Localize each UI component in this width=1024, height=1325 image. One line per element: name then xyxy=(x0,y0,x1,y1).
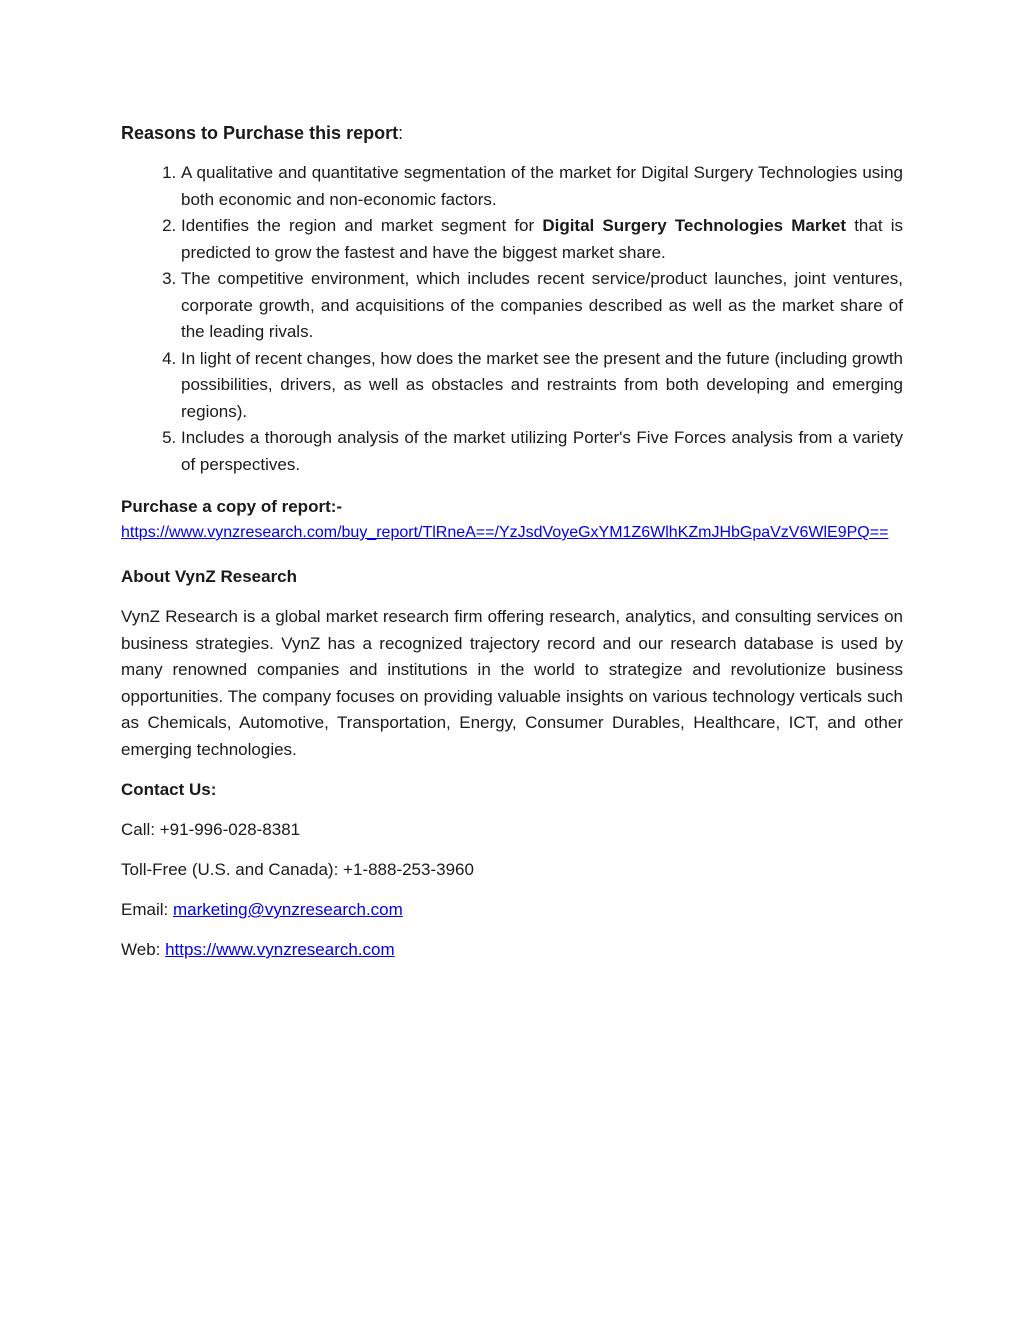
document-page xyxy=(121,120,903,963)
reason-text-before: Identifies the region and market segment for xyxy=(181,216,543,235)
purchase-label: Purchase a copy of report:- xyxy=(121,497,343,516)
email-label: Email: xyxy=(121,900,173,919)
reason-text: Includes a thorough analysis of the market utilizing Porter's Five Forces analysis from a variety of perspectives. xyxy=(181,428,903,474)
reason-item-5 xyxy=(181,425,903,478)
reason-text: The competitive environment, which includes recent service/product launches, joint ventures, corporate growth, and acquisitions of the companies described as well as the market share of the leading rivals. xyxy=(181,269,903,341)
email-link[interactable]: marketing@vynzresearch.com xyxy=(172,900,403,919)
reason-text-after: that is predicted to grow the fastest and have the biggest market share. xyxy=(181,216,903,262)
contact-call: Call: +91-996-028-8381 xyxy=(121,820,301,839)
contact-tollfree: Toll-Free (U.S. and Canada): +1-888-253-3960 xyxy=(121,860,474,879)
reasons-title-colon: : xyxy=(398,123,404,143)
reason-text: A qualitative and quantitative segmentation of the market for Digital Surgery Technologies using both economic and non-economic factors. xyxy=(181,163,903,209)
contact-web-line xyxy=(121,937,903,963)
about-heading: About VynZ Research xyxy=(121,567,298,586)
contact-email-line xyxy=(121,897,903,923)
reason-item-3 xyxy=(181,266,903,346)
purchase-section xyxy=(121,494,903,546)
purchase-report-link[interactable]: https://www.vynzresearch.com/buy_report/TlRneA==/YzJsdVoyeGxYM1Z6WlhKZmJHbGpaVzV6WlE9PQ== xyxy=(121,524,889,541)
reason-item-2 xyxy=(181,213,903,266)
reason-item-1 xyxy=(181,160,903,213)
contact-heading: Contact Us: xyxy=(121,780,217,799)
web-label: Web: xyxy=(121,940,166,959)
reasons-list xyxy=(121,160,903,478)
reason-item-4 xyxy=(181,346,903,426)
website-link[interactable]: https://www.vynzresearch.com xyxy=(165,940,395,959)
reason-text-bold: Digital Surgery Technologies Market xyxy=(542,216,847,235)
reasons-heading xyxy=(121,120,903,146)
reasons-title: Reasons to Purchase this report xyxy=(121,123,399,143)
about-paragraph: VynZ Research is a global market research firm offering research, analytics, and consulting services on business strategies. VynZ has a recognized trajectory record and our research database is used by many renowned companies and institutions in the world to strategize and revolutionize business opportunities. The company focuses on providing valuable insights on various technology verticals such as Chemicals, Automotive, Transportation, Energy, Consumer Durables, Healthcare, ICT, and other emerging technologies. xyxy=(121,607,903,759)
reason-text: In light of recent changes, how does the market see the present and the future (including growth possibilities, drivers, as well as obstacles and restraints from both developing and emerging regions). xyxy=(181,348,903,421)
